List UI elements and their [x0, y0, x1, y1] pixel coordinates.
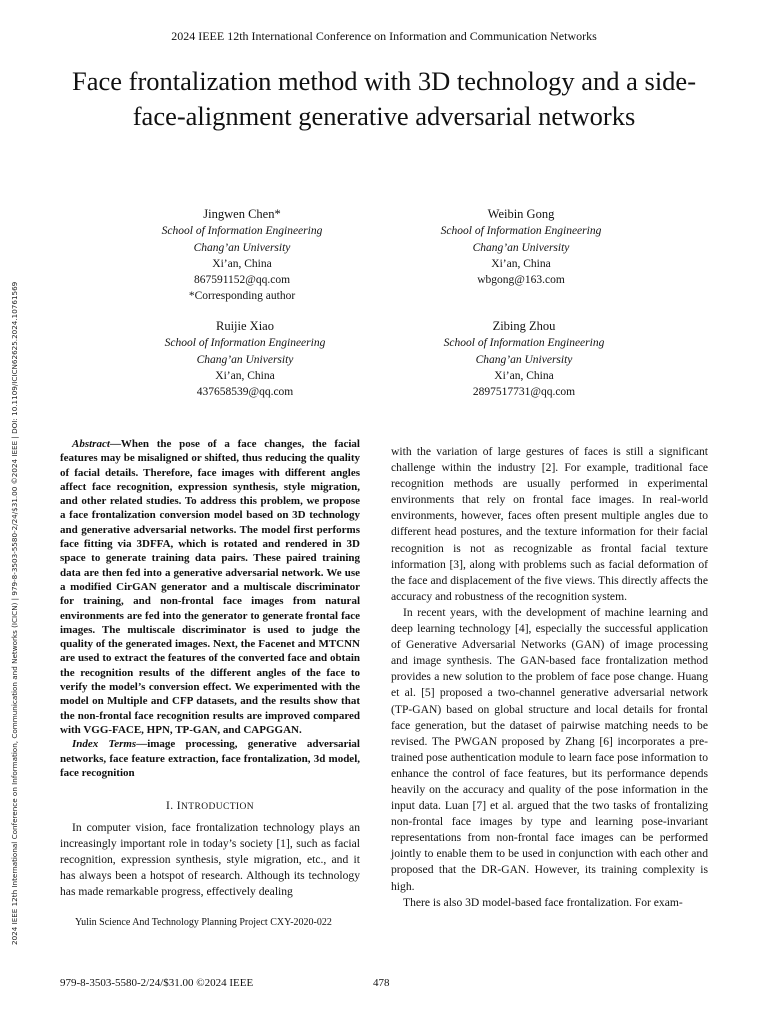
author-name: Zibing Zhou	[492, 319, 556, 333]
author-block-3	[125, 318, 365, 400]
author-location: Xi’an, China	[215, 369, 275, 382]
right-paragraph-1: with the variation of large gestures of faces is still a significant challenge within the industry [2]. For example, traditional face recognition methods are usually performed in experimental environments that rely on frontal face images. In real-world environments, however, faces often present multiple angles due to different head postures, and the texture information for their facial recognition is not as recognizable as frontal facial texture information [3], along with problems such as facial deformation of the face and displacement of the five views. This directly affects the accuracy and robustness of the recognition system.	[391, 445, 708, 603]
side-doi-text: 2024 IEEE 12th International Conference on Information, Communication and Networks (ICICN) | 979-8-3503-5580-2/24/$31.00 ©2024 IEEE | DOI: 10.1109/ICICN62625.2024.10761569	[10, 281, 19, 945]
right-paragraph-2: In recent years, with the development of machine learning and deep learning technology [4], especially the successful application of Generative Adversarial Networks (GAN) of image processing and image synthesis. The GAN-based face frontalization method provides a new solution to the problem of face pose change. Huang et al. [5] proposed a two-channel generative adversarial network (TP-GAN) based on global structure and local details for frontal face generation, but the dataset of pairwise matching needs to be revised. The PWGAN proposed by Zhang [6] incorporates a pre-trained pose authentication module to learn face pose information to enhance the control of face features, but its performance depends heavily on the accuracy and quality of the pose information in the input data. Luan [7] et al. argued that the two tasks of frontalizing non-frontal face images by type and learning pose-invariant representations from non-frontal face images can be performed jointly to enable them to be used in conjunction with each other and proposed that the DR-GAN. However, its training complexity is high.	[391, 605, 708, 893]
author-name: Jingwen Chen*	[203, 207, 281, 221]
author-email: 437658539@qq.com	[196, 386, 294, 399]
abstract	[60, 437, 360, 737]
right-paragraph-3: There is also 3D model-based face frontalization. For exam-	[403, 895, 683, 909]
index-terms-text: —image processing, generative adversarial networks, face feature extraction, face frontalization, 3d model, face recognition	[60, 738, 360, 779]
author-location: Xi’an, China	[494, 369, 554, 382]
section-initial: I	[176, 800, 181, 813]
author-university: Chang’an University	[193, 241, 291, 254]
author-school: School of Information Engineering	[443, 337, 605, 350]
author-email: wbgong@163.com	[477, 274, 565, 287]
author-name: Weibin Gong	[487, 207, 555, 221]
author-email: 2897517731@qq.com	[472, 386, 576, 399]
author-block-4	[404, 318, 644, 400]
author-university: Chang’an University	[472, 241, 570, 254]
side-doi-strip	[9, 170, 23, 945]
author-school: School of Information Engineering	[161, 225, 323, 238]
author-school: School of Information Engineering	[164, 337, 326, 350]
author-university: Chang’an University	[196, 353, 294, 366]
intro-paragraph: In computer vision, face frontalization technology plays an increasingly important role in today’s society [1], such as facial recognition, expression synthesis, style migration, etc., and it has always been a hotspot of research. Although its technology has made remarkable progress, effectively dealing	[60, 820, 360, 899]
footnote: Yulin Science And Technology Planning Project CXY-2020-022	[75, 917, 332, 928]
author-school: School of Information Engineering	[440, 225, 602, 238]
author-note: *Corresponding author	[188, 290, 296, 303]
author-block-1	[122, 206, 362, 305]
author-email: 867591152@qq.com	[193, 274, 291, 287]
left-column	[60, 437, 360, 900]
abstract-text: —When the pose of a face changes, the facial features may be misaligned or shifted, thus reducing the quality of facial details. Therefore, face images with different angles affect face recognition, expression synthesis, style migration, and other related studies. To address this problem, we propose a face frontalization conversion model based on 3D technology and generative adversarial networks. The model first performs face fitting via 3DFFA, which is rotated and rendered in 3D space to generate training data pairs. These paired training data are then fed into a generative adversarial network. We use a modified CirGAN generator and a multiscale discriminator for training, and non-frontal face images from natural environments are fed into the generator to generate frontal face images. The multiscale discriminator is used to judge the quality of the generated images. Next, the Facenet and MTCNN are used to extract the features of the converted face and obtain the recognition results of the different angles of the face to verify the model’s conversion effect. We experimented with the model on Multiple and CFP datasets, and the results show that the non-frontal face recognition results are improved compared with VGG-FACE, HPN, TP-GAN, and CAPGGAN.	[60, 438, 360, 736]
paper-title: Face frontalization method with 3D technology and a side-face-alignment generative adversarial networks	[71, 66, 697, 131]
author-location: Xi’an, China	[212, 257, 272, 270]
section-heading	[60, 799, 360, 816]
index-terms	[60, 737, 360, 780]
page-number: 478	[373, 977, 390, 989]
author-university: Chang’an University	[475, 353, 573, 366]
index-terms-lead: Index Terms	[72, 738, 137, 751]
abstract-lead: Abstract	[72, 438, 110, 450]
copyright-line: 979-8-3503-5580-2/24/$31.00 ©2024 IEEE	[60, 977, 254, 989]
author-name: Ruijie Xiao	[216, 319, 274, 333]
section-title-rest: NTRODUCTION	[181, 802, 255, 813]
author-block-2	[401, 206, 641, 288]
section-number: I.	[165, 800, 174, 813]
conference-header: 2024 IEEE 12th International Conference on Information and Communication Networks	[171, 29, 597, 43]
author-location: Xi’an, China	[491, 257, 551, 270]
right-column	[391, 444, 708, 911]
